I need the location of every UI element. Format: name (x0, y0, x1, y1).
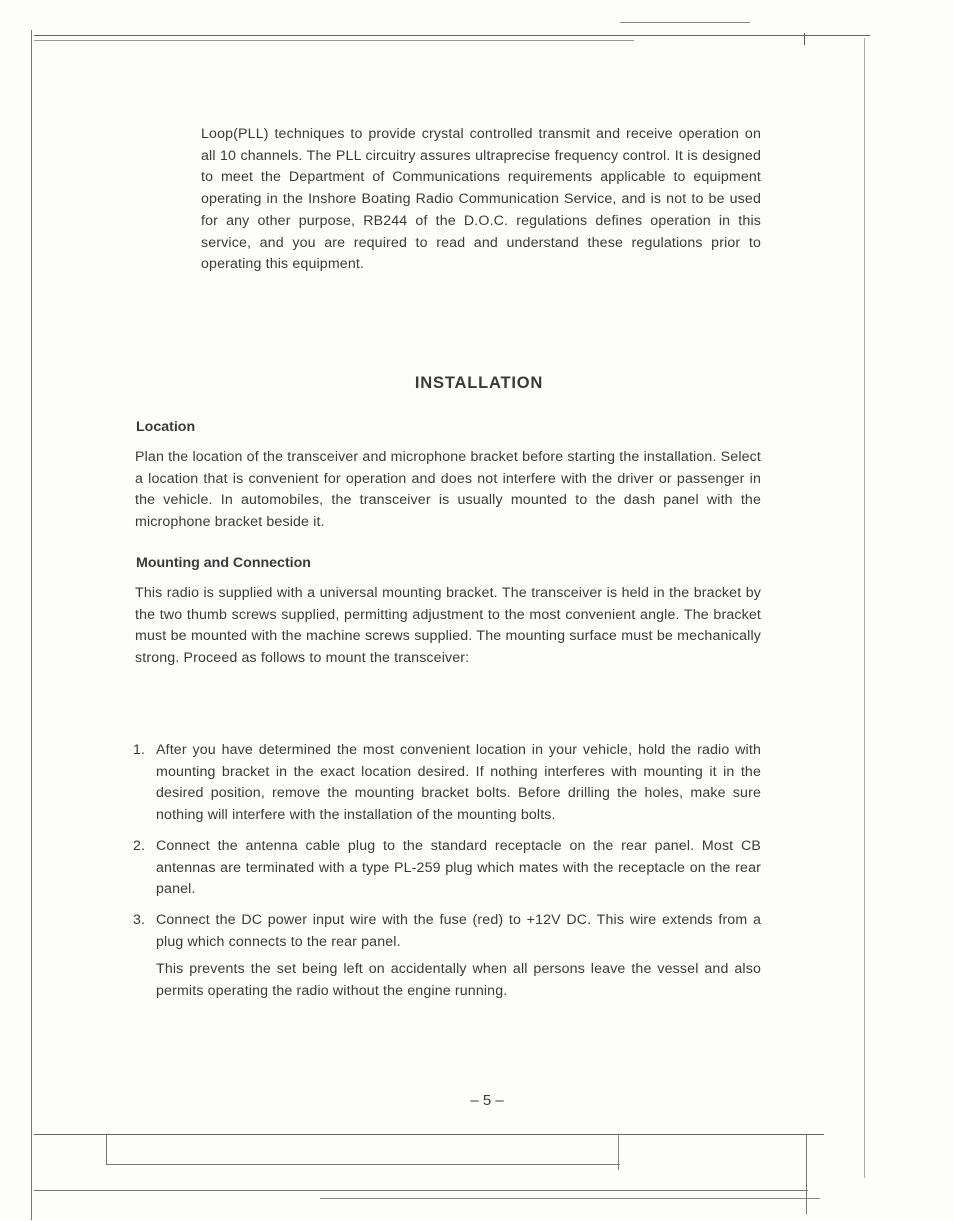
scan-edge-line (34, 40, 634, 41)
scan-edge-line (34, 35, 870, 36)
scan-edge-line (320, 1198, 820, 1199)
step-text: After you have determined the most convenient location in your vehicle, hold the radio with mounting bracket in the exact location desired. If nothing interferes with mounting it in the desired position, remove the mounting bracket bolts. Before drilling the holes, make sure nothing will interfere with the installation of the mounting bolts. (156, 742, 761, 824)
scan-edge-line (106, 1164, 620, 1165)
scan-edge-line (864, 38, 865, 1178)
scan-edge-line (34, 1134, 824, 1135)
page-number: – 5 – (470, 1092, 504, 1109)
step-text: Connect the antenna cable plug to the standard receptacle on the rear panel. Most CB antennas are terminated with a type PL-259 plug which mates with the receptacle on the rear panel. (156, 837, 761, 898)
scan-edge-line (618, 1134, 619, 1170)
scan-edge-line (806, 1134, 807, 1214)
list-item (133, 910, 761, 1003)
step-number: 1. (133, 742, 146, 758)
step-note: This prevents the set being left on accidentally when all persons leave the vessel and also permits operating the radio without the engine running. (156, 961, 761, 1000)
step-number: 2. (133, 837, 146, 854)
scan-edge-line (106, 1134, 107, 1164)
intro-paragraph: Loop(PLL) techniques to provide crystal controlled transmit and receive operation on all 10 channels. The PLL circuitry assures ultraprecise frequency control. It is designed to meet the Department of Communications requirements applicable to equipment operating in the Inshore Boating Radio Communication Service, and is not to be used for any other purpose, RB244 of the D.O.C. regulations defines operation in this service, and you are required to read and understand these regulations prior to operating this equipment. (201, 126, 761, 273)
step-text: Connect the DC power input wire with the fuse (red) to +12V DC. This wire extends from a plug which connects to the rear panel. (156, 911, 761, 950)
scan-edge-line (34, 1190, 808, 1191)
section-heading: INSTALLATION (414, 374, 544, 392)
installation-steps-list (133, 740, 761, 1003)
mounting-subheading: Mounting and Connection (136, 555, 311, 571)
location-paragraph: Plan the location of the transceiver and microphone bracket before starting the installation. Select a location that is convenient for operation and does not interfere with the driver or passenger in the vehicle. In automobiles, the transceiver is usually mounted to the dash panel with the microphone bracket beside it. (135, 449, 761, 531)
mounting-paragraph: This radio is supplied with a universal mounting bracket. The transceiver is held in the bracket by the two thumb screws supplied, permitting adjustment to the most convenient angle. The bracket must be mounted with the machine screws supplied. The mounting surface must be mechanically strong. Proceed as follows to mount the transceiver: (135, 585, 761, 667)
step-number: 3. (133, 911, 146, 928)
scan-edge-line (804, 33, 805, 45)
list-item (133, 836, 761, 901)
list-item (133, 740, 761, 827)
location-subheading: Location (136, 419, 196, 435)
scan-edge-line (620, 22, 750, 23)
scan-edge-line (31, 30, 32, 1220)
